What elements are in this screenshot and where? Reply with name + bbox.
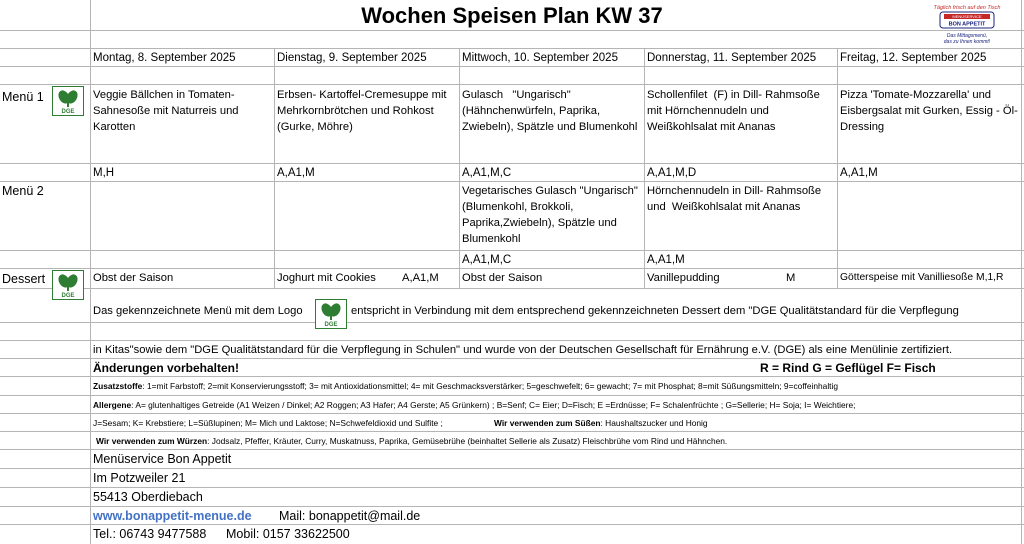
seasoning-line: [96, 434, 727, 448]
menu1-dish-fri: Pizza 'Tomate-Mozzarella' und Eisbergsalat mit Gurken, Essig - Öl-Dressing: [840, 89, 1018, 133]
dge-logo-text: DGE: [61, 109, 75, 115]
mobile-number: Mobil: 0157 33622500: [226, 527, 350, 541]
logo-brand-top: MENÜSERVICE: [952, 14, 982, 19]
allergens-label: Allergene: [93, 400, 132, 410]
day-header: Dienstag, 9. September 2025: [277, 52, 427, 64]
menu1-allergens-tue: A,A1,M: [277, 167, 315, 179]
menu2-allergens-thu: A,A1,M: [647, 254, 685, 266]
menu1-dish-tue: Erbsen- Kartoffel-Cremesuppe mit Mehrkornbrötchen und Rohkost (Gurke, Möhre): [277, 89, 447, 133]
page-title: Wochen Speisen Plan KW 37: [361, 3, 663, 28]
allergens-line-2: [93, 416, 443, 430]
company-name: Menüservice Bon Appetit: [93, 452, 232, 466]
dessert-tue-allergens: A,A1,M: [402, 272, 439, 284]
allergens-text-1: : A= glutenhaltiges Getreide (A1 Weizen / Dinkel; A2 Roggen; A3 Hafer; A4 Gerste; A5 Grünkern) ; B=Senf; C= Eier; D=Fisch; E =Erdnüsse; F= Schalenfrüchte ; G=Sellerie; H= Soja; I= Weichtiere;: [131, 400, 856, 410]
day-header: Montag, 8. September 2025: [93, 52, 236, 64]
menu1-allergens-fri: A,A1,M: [840, 167, 878, 179]
menu2-dish-wed: Vegetarisches Gulasch "Ungarisch"(Blumenkohl, Brokkoli, Paprika,Zwiebeln), Spätzle und Blumenkohl: [462, 185, 638, 245]
company-logo: [922, 2, 1012, 48]
day-header: Freitag, 12. September 2025: [840, 52, 987, 64]
dessert-fri: Götterspeise mit Vanilliesoße M,1,R: [840, 272, 1004, 283]
dge-logo-icon: [315, 299, 347, 329]
sweeten-text: : Haushaltszucker und Honig: [600, 418, 708, 428]
additives-line: [93, 379, 838, 393]
dessert-thu-allergens: M: [786, 272, 796, 284]
dge-logo-text: DGE: [61, 293, 75, 299]
website-link[interactable]: www.bonappetit-menue.de: [93, 509, 252, 523]
seasoning-text: : Jodsalz, Pfeffer, Kräuter, Curry, Muskatnuss, Paprika, Gemüsebrühe (beinhaltet Sellerie als Zusatz) Fleischbrühe vom Rind und Hähnchen.: [207, 436, 728, 446]
row-label-menu2: Menü 2: [2, 184, 44, 198]
menu1-dish-mon: Veggie Bällchen in Tomaten-Sahnesoße mit Naturreis und Karotten: [93, 89, 239, 133]
logo-brand: BON APPETIT: [948, 21, 986, 28]
dessert-tue: Joghurt mit Cookies: [277, 272, 376, 284]
dge-logo-icon: [52, 86, 84, 116]
logo-slogan-1: Das Mittagsmenü,: [946, 33, 988, 39]
menu1-allergens-thu: A,A1,M,D: [647, 167, 697, 179]
menu2-allergens-wed: A,A1,M,C: [462, 254, 512, 266]
dge-logo-icon: [52, 270, 84, 300]
row-label-dessert: Dessert: [2, 272, 46, 286]
menu1-allergens-mon: M,H: [93, 167, 115, 179]
sweeten-label: Wir verwenden zum Süßen: [494, 418, 601, 428]
company-street: Im Potzweiler 21: [93, 471, 186, 485]
email-address: Mail: bonappetit@mail.de: [279, 509, 421, 523]
menu1-dish-thu: Schollenfilet (F) in Dill- Rahmsoße mit Hörnchennudeln und Weißkohlsalat mit Ananas: [647, 89, 823, 133]
company-city: 55413 Oberdiebach: [93, 490, 203, 504]
logo-tagline: Täglich frisch auf den Tisch: [933, 5, 1001, 11]
row-label-menu1: Menü 1: [2, 90, 44, 104]
sweeten-line: [494, 416, 708, 430]
dessert-thu: Vanillepudding: [647, 272, 720, 284]
allergens-line-1: [93, 398, 855, 412]
dessert-wed: Obst der Saison: [462, 272, 543, 284]
additives-text: : 1=mit Farbstoff; 2=mit Konservierungsstoff; 3= mit Antioxidationsmittel; 4= mit Geschmacksverstärker; 5=geschwefelt; 6= gewacht; 7= mit Phosphat; 8=mit Süßungsmitteln; 9=coffeinhaltig: [142, 381, 839, 391]
additives-label: Zusatzstoffe: [93, 381, 143, 391]
dge-logo-text: DGE: [324, 322, 338, 328]
day-header: Donnerstag, 11. September 2025: [647, 52, 817, 64]
menu1-dish-wed: Gulasch "Ungarisch" (Hähnchenwürfeln, Paprika, Zwiebeln), Spätzle und Blumenkohl: [462, 89, 638, 133]
dge-note-part2: entspricht in Verbindung mit dem entsprechend gekennzeichneten Dessert dem "DGE Qualitätstandard für die Verpflegung: [351, 305, 959, 317]
dge-note-line2: in Kitas"sowie dem "DGE Qualitätstandard für die Verpflegung in Schulen" und wurde von der Deutschen Gesellschaft für Ernährung e.V. (DGE) als eine Menülinie zertifiziert.: [93, 344, 953, 356]
allergens-text-2: J=Sesam; K= Krebstiere; L=Süßlupinen; M= Mich und Laktose; N=Schwefeldioxid und Sulfite ;: [93, 418, 443, 428]
meat-legend: R = Rind G = Geflügel F= Fisch: [760, 361, 936, 375]
seasoning-label: Wir verwenden zum Würzen: [96, 436, 208, 446]
logo-slogan-2: das zu Ihnen kommt!: [943, 39, 991, 45]
day-header: Mittwoch, 10. September 2025: [462, 52, 618, 64]
phone-number: Tel.: 06743 9477588: [93, 527, 207, 541]
changes-reserved: Änderungen vorbehalten!: [93, 361, 240, 375]
dessert-mon: Obst der Saison: [93, 272, 174, 284]
menu2-dish-thu: Hörnchennudeln in Dill- Rahmsoße und Weißkohlsalat mit Ananas: [647, 185, 825, 213]
menu1-allergens-wed: A,A1,M,C: [462, 167, 512, 179]
dge-note-part1: Das gekennzeichnete Menü mit dem Logo: [93, 305, 303, 317]
